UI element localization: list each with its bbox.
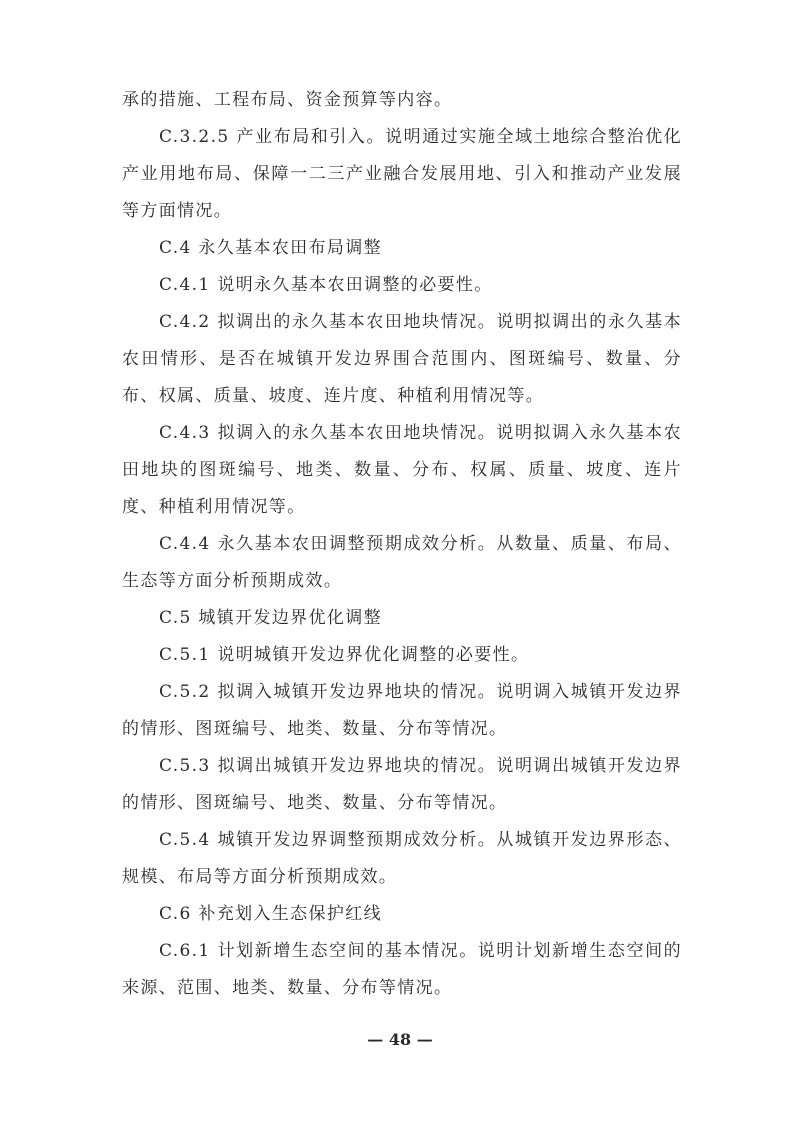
paragraph-c3-2-5: C.3.2.5 产业布局和引入。说明通过实施全域土地综合整治优化产业用地布局、保障一二三产业融合发展用地、引入和推动产业发展等方面情况。 <box>122 127 682 221</box>
paragraph-c5-3: C.5.3 拟调出城镇开发边界地块的情况。说明调出城镇开发边界的情形、图斑编号、地类、数量、分布等情况。 <box>122 756 682 813</box>
heading-c6: C.6 补充划入生态保护红线 <box>159 904 382 924</box>
paragraph-c4-2: C.4.2 拟调出的永久基本农田地块情况。说明拟调出的永久基本农田情形、是否在城镇开发边界围合范围内、图斑编号、数量、分布、权属、质量、坡度、连片度、种植利用情况等。 <box>122 312 682 406</box>
paragraph-c4-1: C.4.1 说明永久基本农田调整的必要性。 <box>159 275 493 295</box>
paragraph-c4-3: C.4.3 拟调入的永久基本农田地块情况。说明拟调入永久基本农田地块的图斑编号、地类、数量、分布、权属、质量、坡度、连片度、种植利用情况等。 <box>122 423 682 517</box>
document-body <box>122 82 682 1007</box>
paragraph-c5-2: C.5.2 拟调入城镇开发边界地块的情况。说明调入城镇开发边界的情形、图斑编号、地类、数量、分布等情况。 <box>122 682 682 739</box>
paragraph-continuation: 承的措施、工程布局、资金预算等内容。 <box>122 90 453 110</box>
paragraph-c6-1: C.6.1 计划新增生态空间的基本情况。说明计划新增生态空间的来源、范围、地类、数量、分布等情况。 <box>122 941 682 998</box>
heading-c5: C.5 城镇开发边界优化调整 <box>159 608 382 628</box>
heading-c4: C.4 永久基本农田布局调整 <box>159 238 382 258</box>
page-number: — 48 — <box>367 1030 433 1049</box>
paragraph-c5-1: C.5.1 说明城镇开发边界优化调整的必要性。 <box>159 645 530 665</box>
paragraph-c4-4: C.4.4 永久基本农田调整预期成效分析。从数量、质量、布局、生态等方面分析预期成效。 <box>122 534 682 591</box>
paragraph-c5-4: C.5.4 城镇开发边界调整预期成效分析。从城镇开发边界形态、规模、布局等方面分析预期成效。 <box>122 830 682 887</box>
